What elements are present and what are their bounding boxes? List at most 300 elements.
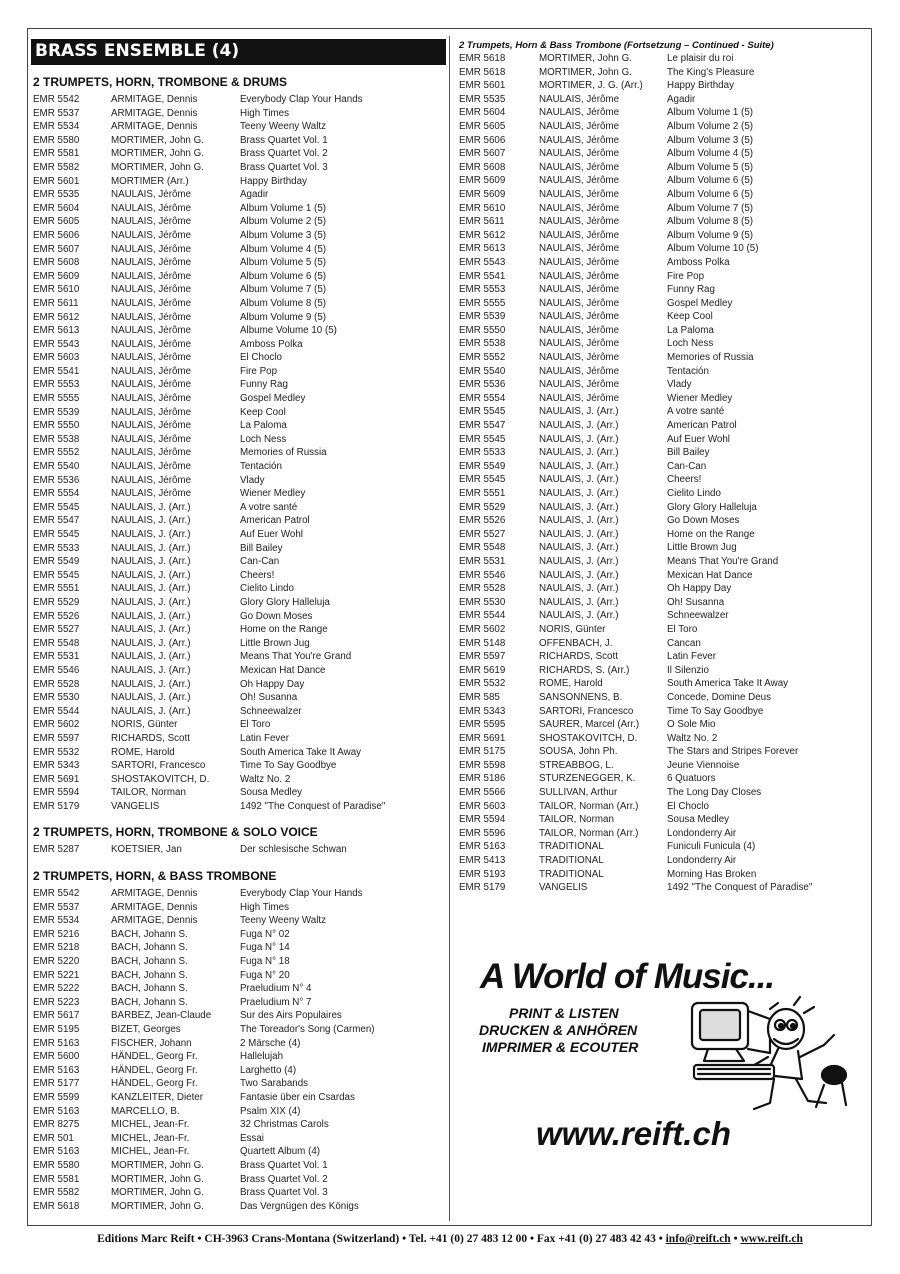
piece-title: Album Volume 9 (5) [240, 311, 327, 323]
piece-title: El Toro [667, 623, 698, 635]
piece-title: Vlady [240, 474, 265, 486]
piece-title: Auf Euer Wohl [667, 433, 730, 445]
composer: NAULAIS, Jérôme [111, 229, 192, 241]
composer: BACH, Johann S. [111, 928, 188, 940]
footer-separator: • [730, 1233, 741, 1245]
piece-title: Everybody Clap Your Hands [240, 94, 363, 105]
catalog-row [459, 120, 869, 134]
catalog-number: EMR 5607 [33, 243, 80, 255]
catalog-number: EMR 5532 [33, 746, 80, 758]
catalog-row [33, 637, 445, 651]
footer-website-link[interactable]: www.reift.ch [740, 1233, 803, 1245]
catalog-number: EMR 5594 [33, 787, 80, 799]
catalog-row [459, 868, 869, 882]
piece-title: Schneewalzer [240, 705, 302, 717]
catalog-number: EMR 5538 [459, 338, 506, 350]
catalog-row [33, 650, 445, 664]
catalog-row [33, 1118, 445, 1132]
piece-title: Memories of Russia [240, 447, 327, 459]
catalog-number: EMR 5608 [459, 161, 506, 173]
composer: NAULAIS, J. (Arr.) [111, 596, 191, 608]
catalog-row [459, 242, 869, 256]
catalog-row [459, 664, 869, 678]
catalog-row [33, 542, 445, 556]
piece-title: Cheers! [667, 474, 702, 486]
catalog-row [459, 705, 869, 719]
catalog-row [33, 433, 445, 447]
catalog-row [459, 772, 869, 786]
piece-title: Loch Ness [240, 433, 287, 445]
catalog-number: EMR 5549 [459, 460, 506, 472]
piece-title: Brass Quartet Vol. 3 [240, 161, 328, 173]
composer: STREABBOG, L. [539, 759, 614, 771]
catalog-row [459, 79, 869, 93]
composer: NAULAIS, J. (Arr.) [539, 460, 619, 472]
catalog-row [459, 582, 869, 596]
composer: NAULAIS, Jérôme [111, 257, 192, 269]
composer: ARMITAGE, Dennis [111, 901, 198, 913]
catalog-number: EMR 5175 [459, 746, 506, 758]
catalog-number: EMR 5603 [33, 352, 80, 364]
composer: NAULAIS, Jérôme [111, 406, 192, 418]
piece-title: Sur des Airs Populaires [240, 1010, 342, 1022]
piece-title: 2 Märsche (4) [240, 1037, 301, 1049]
composer: MORTIMER (Arr.) [111, 175, 189, 187]
piece-title: Album Volume 4 (5) [240, 243, 327, 255]
catalog-number: EMR 5691 [459, 732, 506, 744]
composer: TAILOR, Norman (Arr.) [539, 800, 639, 812]
catalog-row [33, 283, 445, 297]
composer: MARCELLO, B. [111, 1105, 180, 1117]
composer: NAULAIS, Jérôme [539, 256, 620, 268]
catalog-number: EMR 5186 [459, 773, 506, 785]
catalog-row [33, 1200, 445, 1214]
composer: SARTORI, Francesco [111, 760, 206, 772]
composer: VANGELIS [111, 800, 160, 812]
catalog-number: EMR 5529 [459, 501, 506, 513]
catalog-number: EMR 5526 [459, 515, 506, 527]
composer: BARBEZ, Jean-Claude [111, 1010, 212, 1022]
composer: MICHEL, Jean-Fr. [111, 1119, 190, 1131]
composer: NAULAIS, Jérôme [539, 120, 620, 132]
piece-title: O Sole Mio [667, 719, 716, 731]
composer: NAULAIS, Jérôme [539, 148, 620, 160]
piece-title: South America Take It Away [667, 678, 789, 690]
catalog-row [459, 827, 869, 841]
catalog-row [33, 901, 445, 915]
composer: TAILOR, Norman (Arr.) [539, 827, 639, 839]
composer: NAULAIS, Jérôme [539, 107, 620, 119]
catalog-row [33, 996, 445, 1010]
catalog-row [33, 256, 445, 270]
catalog-row [33, 311, 445, 325]
composer: BACH, Johann S. [111, 956, 188, 968]
piece-title: Home on the Range [240, 624, 328, 636]
composer: NAULAIS, J. (Arr.) [111, 529, 191, 540]
piece-title: Wiener Medley [240, 488, 306, 500]
composer: VANGELIS [539, 882, 588, 894]
catalog-number: EMR 5603 [459, 800, 506, 812]
composer: NAULAIS, J. (Arr.) [539, 528, 619, 540]
piece-title: El Toro [240, 719, 271, 731]
catalog-number: EMR 5223 [33, 996, 80, 1008]
piece-title: Means That You're Grand [240, 651, 352, 663]
catalog-row [459, 650, 869, 664]
catalog-number: EMR 5536 [459, 379, 506, 391]
catalog-row [33, 569, 445, 583]
composer: TRADITIONAL [539, 841, 604, 853]
catalog-number: EMR 5148 [459, 637, 506, 649]
piece-title: Oh! Susanna [240, 692, 298, 704]
piece-title: Fire Pop [240, 365, 278, 377]
piece-title: Album Volume 3 (5) [667, 134, 754, 146]
catalog-row [459, 66, 869, 80]
composer: NAULAIS, Jérôme [539, 379, 620, 391]
composer: TAILOR, Norman [111, 787, 186, 799]
composer: MORTIMER, John G. [111, 1159, 204, 1171]
ad-website[interactable]: www.reift.ch [536, 1115, 731, 1152]
catalog-number: EMR 5595 [459, 719, 506, 731]
catalog-number: EMR 5534 [33, 121, 80, 133]
piece-title: Memories of Russia [667, 352, 754, 364]
catalog-number: EMR 5548 [33, 637, 80, 649]
catalog-row [33, 243, 445, 257]
ad-line: DRUCKEN & ANHÖREN [479, 1022, 638, 1038]
composer: NAULAIS, Jérôme [111, 189, 192, 201]
catalog-row [33, 147, 445, 161]
piece-title: South America Take It Away [240, 746, 362, 758]
catalog-number: EMR 5545 [459, 433, 506, 445]
composer: NAULAIS, J. (Arr.) [539, 583, 619, 595]
composer: NAULAIS, J. (Arr.) [539, 569, 619, 581]
advertisement[interactable] [474, 955, 858, 1155]
composer: NAULAIS, Jérôme [539, 216, 620, 228]
piece-title: Glory Glory Halleluja [667, 501, 757, 513]
catalog-row [33, 887, 445, 901]
piece-title: Album Volume 7 (5) [667, 202, 754, 214]
composer: NAULAIS, J. (Arr.) [111, 664, 191, 676]
catalog-row [33, 1173, 445, 1187]
piece-title: High Times [240, 107, 289, 119]
piece-title: Little Brown Jug [240, 637, 310, 649]
catalog-number: EMR 5602 [459, 623, 506, 635]
composer: NAULAIS, J. (Arr.) [539, 501, 619, 513]
catalog-number: EMR 5343 [33, 760, 80, 772]
catalog-number: EMR 5606 [459, 134, 506, 146]
composer: MORTIMER, John G. [539, 66, 632, 78]
piece-title: Sousa Medley [667, 814, 730, 826]
catalog-row [33, 928, 445, 942]
catalog-row [459, 351, 869, 365]
catalog-row [459, 840, 869, 854]
piece-title: Wiener Medley [667, 392, 733, 404]
piece-title: Album Volume 4 (5) [667, 148, 754, 160]
piece-title: The Long Day Closes [667, 787, 762, 799]
catalog-number: EMR 5566 [459, 787, 506, 799]
catalog-number: EMR 5550 [459, 324, 506, 336]
piece-title: Teeny Weeny Waltz [240, 915, 327, 927]
footer-address: Editions Marc Reift • CH-3963 Crans-Montana (Switzerland) • Tel. +41 (0) 27 483 12 00 • Fax +41 (0) 27 483 42 43 • [97, 1233, 666, 1245]
catalog-number: EMR 5529 [33, 596, 80, 608]
composer: NAULAIS, Jérôme [111, 447, 192, 459]
catalog-row [33, 487, 445, 501]
catalog-number: EMR 5542 [33, 94, 80, 105]
catalog-number: EMR 5221 [33, 969, 80, 981]
catalog-number: EMR 5545 [459, 474, 506, 486]
catalog-row [33, 596, 445, 610]
catalog-row [459, 310, 869, 324]
piece-title: Albume Volume 10 (5) [240, 325, 337, 337]
catalog-row [459, 161, 869, 175]
catalog-number: EMR 5287 [33, 844, 80, 856]
piece-title: Praeludium N° 4 [240, 983, 312, 995]
piece-title: Il Silenzio [667, 664, 709, 676]
catalog-number: EMR 5545 [33, 501, 80, 513]
composer: BACH, Johann S. [111, 969, 188, 981]
piece-title: Little Brown Jug [667, 542, 737, 554]
catalog-number: EMR 5601 [33, 175, 80, 187]
composer: NAULAIS, Jérôme [111, 420, 192, 432]
composer: ARMITAGE, Dennis [111, 94, 198, 105]
composer: NORIS, Günter [539, 623, 606, 635]
composer: MORTIMER, John G. [111, 1187, 204, 1199]
composer: RICHARDS, Scott [539, 651, 618, 663]
piece-title: Mexican Hat Dance [240, 664, 326, 676]
composer: NAULAIS, Jérôme [111, 379, 192, 391]
catalog-row [459, 365, 869, 379]
catalog-number: EMR 501 [33, 1132, 74, 1144]
catalog-number: EMR 5532 [459, 678, 506, 690]
catalog-number: EMR 5533 [33, 542, 80, 554]
catalog-number: EMR 5602 [33, 719, 80, 731]
piece-title: Agadir [667, 93, 696, 105]
catalog-number: EMR 5535 [33, 189, 80, 201]
catalog-row [459, 759, 869, 773]
piece-title: Album Volume 2 (5) [667, 120, 754, 132]
section-heading: 2 TRUMPETS, HORN, TROMBONE & DRUMS [33, 75, 288, 89]
catalog-number: EMR 5609 [459, 188, 506, 200]
catalog-number: EMR 5597 [459, 651, 506, 663]
piece-title: Bill Bailey [667, 447, 710, 459]
composer: NAULAIS, Jérôme [111, 433, 192, 445]
piece-title: Auf Euer Wohl [240, 529, 303, 540]
piece-title: Fuga N° 20 [240, 969, 290, 981]
catalog-number: EMR 5552 [33, 447, 80, 459]
composer: NAULAIS, J. (Arr.) [111, 515, 191, 527]
piece-title: American Patrol [667, 420, 737, 432]
piece-title: Album Volume 10 (5) [667, 243, 759, 255]
catalog-number: EMR 5610 [459, 202, 506, 214]
catalog-row [33, 338, 445, 352]
catalog-number: EMR 5580 [33, 1159, 80, 1171]
catalog-row [33, 746, 445, 760]
catalog-number: EMR 5555 [459, 297, 506, 309]
piece-title: La Paloma [240, 420, 287, 432]
piece-title: Go Down Moses [667, 515, 740, 527]
piece-title: Glory Glory Halleluja [240, 596, 330, 608]
piece-title: Album Volume 6 (5) [667, 188, 754, 200]
piece-title: Gospel Medley [240, 393, 306, 405]
piece-title: Vlady [667, 379, 692, 391]
catalog-row [33, 1105, 445, 1119]
composer: NAULAIS, Jérôme [539, 365, 620, 377]
catalog-row [33, 678, 445, 692]
catalog-row [459, 283, 869, 297]
catalog-row [33, 229, 445, 243]
piece-title: Hallelujah [240, 1051, 284, 1063]
catalog-row [33, 969, 445, 983]
composer: NAULAIS, Jérôme [111, 270, 192, 282]
piece-title: Cielito Lindo [240, 583, 294, 595]
catalog-list [33, 887, 445, 1213]
section-heading: 2 TRUMPETS, HORN, TROMBONE & SOLO VOICE [33, 825, 318, 840]
catalog-row [459, 93, 869, 107]
page-title: BRASS ENSEMBLE (4) [31, 39, 446, 64]
catalog-row [459, 392, 869, 406]
catalog-row [33, 215, 445, 229]
catalog-row [33, 175, 445, 189]
composer: HÄNDEL, Georg Fr. [111, 1051, 198, 1063]
catalog-row [33, 1023, 445, 1037]
piece-title: Agadir [240, 189, 269, 201]
composer: RICHARDS, S. (Arr.) [539, 664, 630, 676]
piece-title: 1492 "The Conquest of Paradise" [240, 800, 386, 812]
catalog-row [459, 677, 869, 691]
piece-title: Album Volume 3 (5) [240, 229, 327, 241]
catalog-row [33, 955, 445, 969]
composer: MICHEL, Jean-Fr. [111, 1132, 190, 1144]
catalog-number: EMR 5537 [33, 107, 80, 119]
catalog-number: EMR 5216 [33, 928, 80, 940]
piece-title: Mexican Hat Dance [667, 569, 753, 581]
composer: MORTIMER, John G. [111, 148, 204, 160]
catalog-number: EMR 5527 [33, 624, 80, 636]
catalog-number: EMR 5220 [33, 956, 80, 968]
catalog-number: EMR 5163 [33, 1105, 80, 1117]
catalog-number: EMR 5552 [459, 352, 506, 364]
composer: MORTIMER, J. G. (Arr.) [539, 80, 643, 92]
catalog-number: EMR 5604 [459, 107, 506, 119]
catalog-row [33, 514, 445, 528]
catalog-list [33, 843, 445, 857]
piece-title: Tentación [240, 461, 282, 473]
catalog-number: EMR 5526 [33, 610, 80, 622]
catalog-row [459, 215, 869, 229]
catalog-number: EMR 5608 [33, 257, 80, 269]
composer: NAULAIS, J. (Arr.) [539, 447, 619, 459]
catalog-row [459, 297, 869, 311]
composer: NAULAIS, J. (Arr.) [111, 692, 191, 704]
catalog-number: EMR 5177 [33, 1078, 80, 1090]
composer: NAULAIS, J. (Arr.) [539, 474, 619, 486]
catalog-number: EMR 5163 [33, 1064, 80, 1076]
ad-line: IMPRIMER & ECOUTER [482, 1039, 639, 1055]
piece-title: Brass Quartet Vol. 2 [240, 1173, 328, 1185]
catalog-row [33, 202, 445, 216]
composer: NAULAIS, Jérôme [539, 188, 620, 200]
catalog-row [459, 514, 869, 528]
catalog-number: EMR 5582 [33, 1187, 80, 1199]
catalog-number: EMR 5613 [459, 243, 506, 255]
catalog-row [459, 800, 869, 814]
piece-title: Brass Quartet Vol. 3 [240, 1187, 328, 1199]
catalog-number: EMR 5600 [33, 1051, 80, 1063]
piece-title: Schneewalzer [667, 610, 729, 622]
catalog-number: EMR 5601 [459, 80, 506, 92]
composer: SAURER, Marcel (Arr.) [539, 719, 640, 731]
catalog-row [459, 528, 869, 542]
catalog-number: EMR 5612 [33, 311, 80, 323]
composer: NAULAIS, J. (Arr.) [539, 542, 619, 554]
catalog-number: EMR 5530 [459, 596, 506, 608]
catalog-row [33, 1145, 445, 1159]
catalog-row [33, 1009, 445, 1023]
piece-title: Cancan [667, 637, 701, 649]
catalog-row [33, 786, 445, 800]
piece-title: Oh! Susanna [667, 596, 725, 608]
catalog-number: EMR 5222 [33, 983, 80, 995]
catalog-row [459, 134, 869, 148]
piece-title: Brass Quartet Vol. 1 [240, 134, 328, 146]
catalog-row [459, 623, 869, 637]
catalog-number: EMR 5581 [33, 1173, 80, 1185]
catalog-number: EMR 5541 [33, 365, 80, 377]
composer: NAULAIS, J. (Arr.) [111, 610, 191, 622]
piece-title: Happy Birthday [240, 175, 307, 187]
catalog-row [33, 93, 445, 107]
catalog-number: EMR 5531 [33, 651, 80, 663]
composer: NAULAIS, Jérôme [539, 243, 620, 255]
catalog-number: EMR 5545 [459, 406, 506, 418]
ad-headline: A World of Music... [480, 957, 775, 996]
catalog-row [459, 433, 869, 447]
piece-title: A votre santé [240, 501, 298, 513]
catalog-row [33, 460, 445, 474]
piece-title: Means That You're Grand [667, 555, 779, 567]
piece-title: Londonderry Air [667, 827, 737, 839]
catalog-number: EMR 5528 [459, 583, 506, 595]
piece-title: Album Volume 8 (5) [667, 216, 754, 228]
catalog-row [459, 202, 869, 216]
footer-email-link[interactable]: info@reift.ch [665, 1233, 731, 1245]
composer: SULLIVAN, Arthur [539, 787, 618, 799]
catalog-number: EMR 5539 [459, 311, 506, 323]
piece-title: El Choclo [240, 352, 282, 364]
catalog-number: EMR 5611 [459, 216, 505, 228]
catalog-number: EMR 5609 [459, 175, 506, 187]
composer: SHOSTAKOVITCH, D. [539, 732, 638, 744]
composer: NAULAIS, Jérôme [111, 488, 192, 500]
footer [0, 1233, 900, 1245]
catalog-number: EMR 5193 [459, 868, 506, 880]
piece-title: Funny Rag [667, 284, 715, 296]
catalog-row [33, 270, 445, 284]
composer: NAULAIS, Jérôme [539, 93, 620, 105]
catalog-row [459, 541, 869, 555]
catalog-row [33, 718, 445, 732]
composer: ARMITAGE, Dennis [111, 915, 198, 927]
catalog-number: EMR 5606 [33, 229, 80, 241]
catalog-number: EMR 5179 [459, 882, 506, 894]
composer: FISCHER, Johann [111, 1037, 192, 1049]
composer: NAULAIS, J. (Arr.) [111, 624, 191, 636]
catalog-row [33, 161, 445, 175]
piece-title: Keep Cool [240, 406, 286, 418]
piece-title: Bill Bailey [240, 542, 283, 554]
catalog-number: EMR 5528 [33, 678, 80, 690]
composer: NAULAIS, Jérôme [111, 393, 192, 405]
catalog-number: EMR 5163 [33, 1037, 80, 1049]
